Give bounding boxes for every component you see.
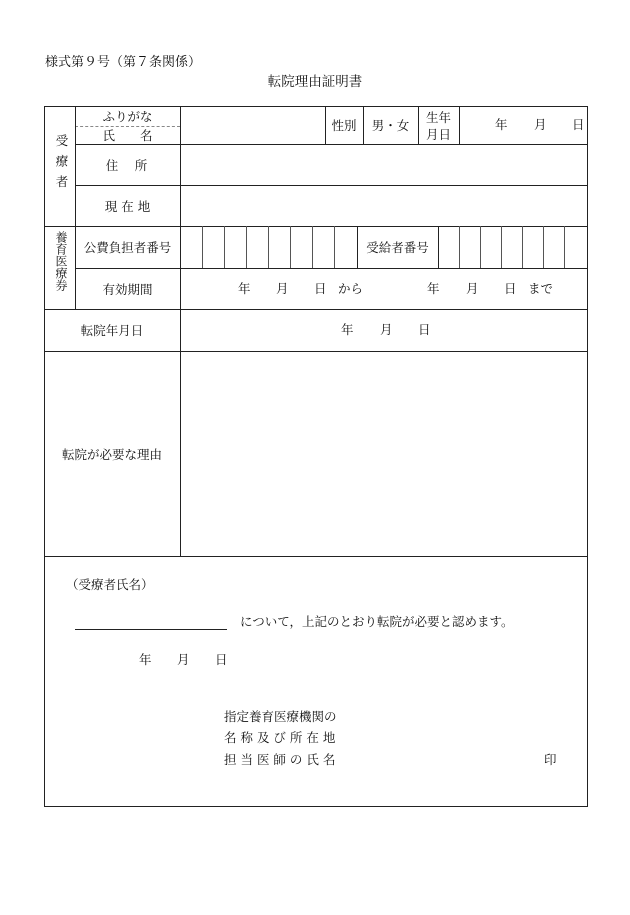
patient-group-label: 受療者: [54, 134, 69, 196]
validity-to-month-unit: 月: [466, 281, 479, 296]
sex-options[interactable]: 男・女: [371, 118, 410, 133]
birth-year-unit: 年: [495, 117, 508, 132]
name-input[interactable]: [181, 107, 325, 144]
validity-from-year-unit: 年: [238, 281, 251, 296]
certification-date-day-unit: 日: [215, 652, 228, 667]
seal-mark: 印: [544, 752, 557, 767]
document-title: 転院理由証明書: [267, 74, 363, 90]
validity-to-word: まで: [528, 281, 554, 296]
address-input[interactable]: [181, 145, 587, 185]
institution-label-line-2: 名 称 及 び 所 在 地: [224, 730, 336, 745]
recipient-number-input[interactable]: [439, 227, 588, 268]
birth-label-line-2: 月日: [425, 126, 451, 142]
form-number: 様式第９号（第７条関係）: [45, 55, 202, 70]
payer-number-input[interactable]: [181, 227, 357, 268]
transfer-date-label: 転院年月日: [80, 323, 144, 338]
validity-from-day-unit: 日: [314, 281, 327, 296]
name-label: 氏 名: [102, 128, 153, 143]
transfer-date-day-unit: 日: [418, 322, 431, 337]
certification-statement: について，上記のとおり転院が必要と認めます。: [240, 614, 514, 629]
patient-name-caption: （受療者氏名）: [66, 577, 154, 592]
transfer-reason-input[interactable]: [181, 352, 587, 556]
transfer-date-year-unit: 年: [341, 322, 354, 337]
ticket-group-label: 養育医療券: [54, 231, 68, 291]
validity-to-day-unit: 日: [504, 281, 517, 296]
recipient-number-label: 受給者番号: [366, 240, 429, 255]
payer-number-label: 公費負担者番号: [83, 240, 172, 255]
address-label: 住 所: [105, 157, 150, 173]
transfer-reason-label: 転院が必要な理由: [61, 446, 162, 462]
birth-day-unit: 日: [572, 117, 585, 132]
sex-label: 性別: [331, 118, 357, 133]
validity-from-word: から: [338, 281, 364, 296]
furigana-label: ふりがな: [102, 109, 153, 124]
transfer-date-month-unit: 月: [380, 322, 393, 337]
certification-date-month-unit: 月: [177, 652, 190, 667]
current-location-label: 現 在 地: [104, 198, 151, 214]
validity-from-month-unit: 月: [276, 281, 289, 296]
institution-label-line-1: 指定養育医療機関の: [224, 709, 337, 724]
doctor-name-label: 担 当 医 師 の 氏 名: [224, 752, 336, 767]
current-location-input[interactable]: [181, 186, 587, 226]
rule-after-birth: [459, 106, 460, 144]
certification-date-year-unit: 年: [139, 652, 152, 667]
validity-to-year-unit: 年: [427, 281, 440, 296]
rule-reason-row-bottom: [44, 556, 588, 557]
validity-label: 有効期間: [102, 281, 153, 297]
patient-name-underline[interactable]: [75, 629, 227, 630]
birth-month-unit: 月: [534, 117, 547, 132]
birth-label-line-1: 生年: [425, 109, 451, 125]
